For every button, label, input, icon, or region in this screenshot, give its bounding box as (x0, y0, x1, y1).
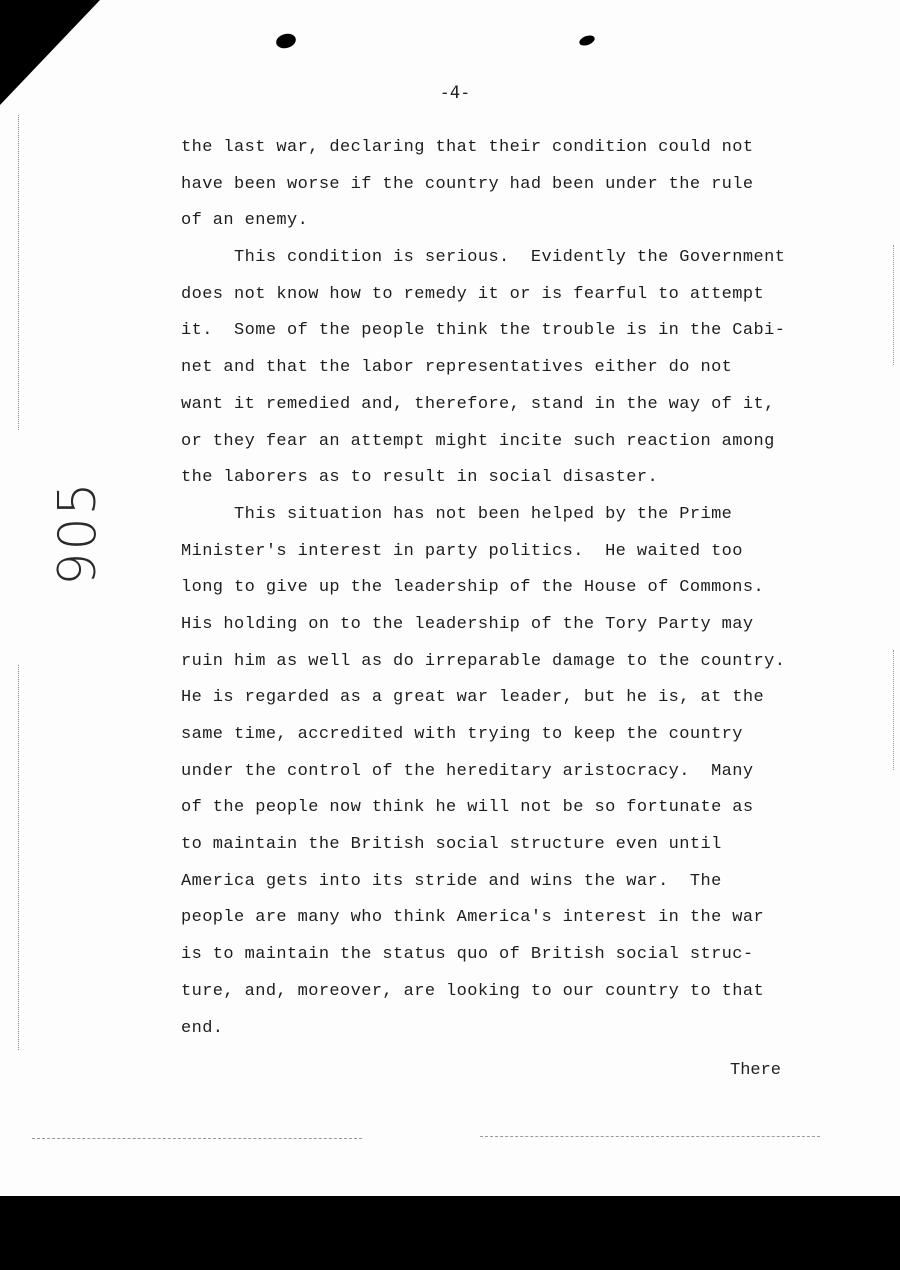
right-edge-dotted-line-upper (893, 245, 894, 365)
scan-line-left (32, 1138, 362, 1139)
scan-line-right (480, 1136, 820, 1137)
margin-dotted-line-upper (18, 115, 19, 430)
text-line: people are many who think America's interest in the war (181, 908, 765, 928)
text-line: does not know how to remedy it or is fearful to attempt (181, 284, 765, 304)
text-line: long to give up the leadership of the House of Commons. (181, 578, 765, 598)
text-line: have been worse if the country had been under the rule (181, 174, 754, 194)
text-line: ture, and, moreover, are looking to our country to that (181, 981, 765, 1001)
scan-bottom-bar (0, 1196, 900, 1270)
text-line: Minister's interest in party politics. He waited too (181, 541, 743, 561)
text-line: of an enemy. (181, 211, 309, 231)
text-line: to maintain the British social structure even until (181, 835, 722, 855)
text-line: This situation has not been helped by the Prime (181, 504, 733, 524)
text-line: same time, accredited with trying to keep the country (181, 725, 743, 744)
text-line: want it remedied and, therefore, stand in the way of it, (181, 394, 775, 414)
text-line: it. Some of the people think the trouble is in the Cabi- (181, 321, 786, 341)
text-line: end. (181, 1018, 224, 1038)
text-line: is to maintain the status quo of British social struc- (181, 945, 754, 965)
text-line: ruin him as well as do irreparable damage to the country. (181, 651, 786, 671)
text-line: His holding on to the leadership of the Tory Party may (181, 614, 754, 634)
text-line: America gets into its stride and wins the war. The (181, 871, 722, 891)
text-line: of the people now think he will not be so fortunate as (181, 798, 754, 818)
right-edge-dotted-line-lower (893, 650, 894, 770)
text-line: the last war, declaring that their condition could not (181, 138, 754, 157)
punch-hole-mark-left (275, 32, 298, 51)
text-line: This condition is serious. Evidently the Government (181, 248, 786, 268)
page-number: -4- (439, 83, 471, 103)
text-line: net and that the labor representatives either do not (181, 358, 733, 378)
catchword: There (730, 1061, 782, 1080)
punch-hole-mark-right (578, 34, 596, 48)
text-line: under the control of the hereditary aristocracy. Many (181, 761, 754, 781)
text-line: the laborers as to result in social disaster. (181, 468, 659, 488)
text-line: or they fear an attempt might incite such reaction among (181, 431, 775, 451)
handwritten-margin-numeral: 905 (48, 480, 108, 586)
scan-corner-shadow (0, 0, 100, 105)
margin-dotted-line-lower (18, 665, 19, 1050)
body-text (181, 133, 831, 1050)
text-line: He is regarded as a great war leader, but he is, at the (181, 688, 765, 708)
